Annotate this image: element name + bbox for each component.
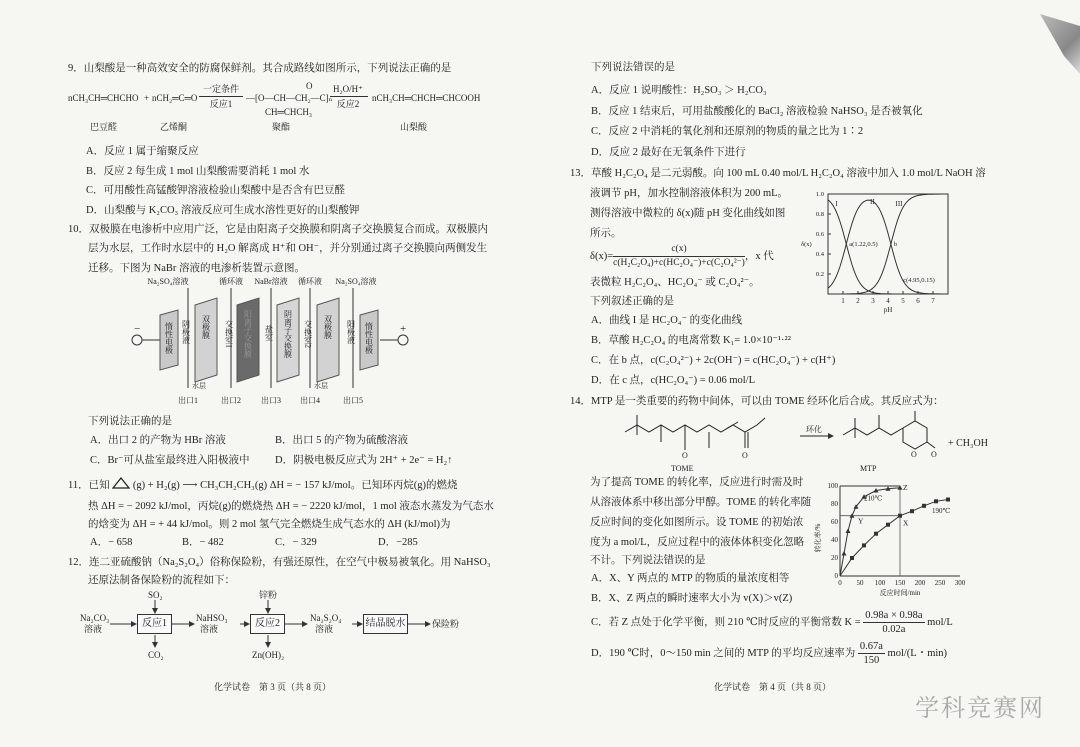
q14-text-1: 为了提高 TOME 的转化率，反应进行时需及时: [590, 477, 804, 488]
q14-option-d[interactable]: [591, 640, 947, 667]
formula-numerator: c(x): [613, 243, 745, 257]
chamber-exchange-1: 交换室1: [224, 320, 234, 348]
water-layer-2: 水层: [314, 382, 328, 390]
x-tick-label: 200: [914, 579, 926, 587]
annotation-point: b: [893, 241, 898, 248]
x-axis-label: pH: [883, 306, 893, 314]
x-tick-label: 0: [838, 579, 842, 587]
q14-option-d-denominator: 150: [863, 655, 880, 666]
data-point-triangle: [846, 529, 851, 534]
inlet-label-3: NaBr溶液: [254, 277, 288, 286]
data-point-square: [862, 543, 866, 547]
x-tick-label: 7: [931, 297, 935, 305]
series-label: I: [835, 200, 838, 208]
negative-terminal: −: [134, 323, 141, 335]
tome-skeleton: [625, 418, 765, 432]
reactant-ketene: nCH₂═C═O: [152, 93, 198, 103]
q9-option-c[interactable]: C．可用酸性高锰酸钾溶液检验山梨酸中是否含有巴豆醛: [86, 185, 346, 196]
x-tick-label: 3: [871, 297, 875, 305]
q11-option-d[interactable]: D．−285: [378, 537, 418, 548]
delta-formula: [590, 243, 774, 270]
q12-stem-1: 12．连二亚硫酸钠（Na₂S₂O₄）俗称保险粉，有强还原性，在空气中极易被氧化。用 NaHSO₃: [68, 557, 491, 568]
q12-option-a[interactable]: A．反应 1 说明酸性：H₂SO₃ ＞ H₂CO₃: [591, 85, 767, 96]
tome-mtp-scheme: [615, 410, 945, 476]
positive-terminal: +: [400, 323, 407, 335]
chamber-salt: 盐室: [264, 325, 274, 341]
q14-text-3: 反应时间的变化如图所示。设 TOME 的初始浓: [590, 517, 804, 528]
bipolar-membrane-1: [195, 298, 217, 382]
ph-distribution-chart: [800, 186, 970, 321]
y-tick-label: 100: [827, 482, 838, 490]
watermark: 学科竞赛网: [915, 694, 1045, 722]
x-tick-label: 5: [901, 297, 905, 305]
q10-option-c[interactable]: C．Br⁻可从盐室最终进入阳极液中: [90, 455, 250, 466]
q11-stem-pre: 11．已知: [68, 480, 110, 491]
series-label-210: 210℃: [864, 494, 883, 503]
q12-option-c[interactable]: C．反应 2 中消耗的氧化剂和还原剂的物质的量之比为 1∶2: [591, 126, 864, 137]
q9-option-d[interactable]: D．山梨酸与 K₂CO₃ 溶液反应可生成水溶性更好的山梨酸钾: [86, 205, 360, 216]
chamber-anode-liquid: 阳极液: [346, 320, 356, 344]
q10-option-d[interactable]: D．阴极电极反应式为 2H⁺ + 2e⁻ = H₂↑: [275, 455, 453, 466]
carbonyl-o: O: [306, 81, 313, 91]
chamber-exchange-2: 交换室2: [303, 320, 313, 348]
data-point-square: [886, 523, 890, 527]
panel-label-bipolar-1: 双极膜: [201, 315, 211, 339]
q13-option-c[interactable]: C．在 b 点，c(C₂O₄²⁻) + 2c(OH⁻) = c(HC₂O₄⁻) + c(H⁺): [591, 355, 836, 366]
q13-species: 表微粒 H₂C₂O₄、HC₂O₄⁻ 或 C₂O₄²⁻。: [590, 277, 760, 288]
q10-stem-1: 10．双极膜在电渗析中应用广泛，它是由阳离子交换膜和阴离子交换膜复合而成。双极膜内: [68, 224, 488, 235]
q10-option-a[interactable]: A．出口 2 的产物为 HBr 溶液: [90, 435, 226, 446]
q14-option-d-numerator: 0.67a: [859, 641, 883, 652]
electrodialysis-diagram: [120, 270, 420, 420]
cyclopropane-icon: [112, 477, 130, 489]
q14-option-c-text: C．若 Z 点处于化学平衡，则 210 ℃时反应的平衡常数 K =: [591, 616, 861, 628]
y-axis-label: δ(x): [801, 241, 812, 248]
inlet-label-2: 循环液: [219, 277, 243, 286]
q14-text-4: 度为 a mol/L，反应过程中的液体体积变化忽略: [590, 537, 805, 548]
annotation-point-X: X: [903, 518, 909, 528]
q12-option-d[interactable]: D．反应 2 最好在无氧条件下进行: [591, 147, 746, 158]
water-layer-1: 水层: [192, 382, 206, 390]
condition-1-bottom: 反应1: [209, 99, 233, 109]
mtp-carbonyl-o: O: [931, 450, 937, 459]
panel-label-anion-membrane: 阴离子交换膜: [283, 310, 293, 358]
q13-stem-3: 测得溶液中微粒的 δ(x)随 pH 变化曲线如图: [590, 208, 786, 219]
annotation-point-Z: Z: [903, 482, 908, 492]
q14-option-d-unit: mol/(L・min): [887, 647, 948, 659]
data-point-square: [946, 498, 950, 502]
q12-stem-2: 还原法制备保险粉的流程如下：: [88, 575, 235, 586]
panel-label-cation-membrane: 阳离子交换膜: [243, 310, 253, 358]
flow-nahso3: NaHSO₃: [196, 613, 228, 623]
x-tick-label: 50: [856, 579, 864, 587]
data-point-triangle: [842, 551, 847, 556]
x-tick-label: 1: [841, 297, 845, 305]
x-tick-label: 4: [886, 297, 890, 305]
y-tick-label: 60: [831, 518, 838, 526]
flow-input-zinc: 锌粉: [259, 590, 278, 600]
panel-label-cathode: 惰性电极: [164, 322, 174, 354]
q14-text-5: 不计。下列说法错误的是: [590, 555, 706, 566]
q11-stem-2: 热 ΔH = − 2092 kJ/mol，丙烷(g)的燃烧热 ΔH = − 2220 kJ/mol，1 mol 液态水蒸发为气态水: [88, 501, 494, 512]
formula-lhs: δ(x)=: [590, 250, 614, 262]
x-tick-label: 100: [874, 579, 886, 587]
q11-stem-rest: (g) + H₂(g) ⟶ CH₃CH₂CH₃(g) ΔH = − 157 kJ/mol。已知环丙烷(g)的燃烧: [132, 480, 458, 491]
footer-page-4: 化学试卷 第 4 页（共 8 页）: [714, 682, 832, 692]
mtp-skeleton: [843, 428, 903, 435]
reactant-crotonaldehyde: nCH₃CH═CHCHO: [68, 93, 139, 103]
outlet-5: 出口5: [343, 396, 363, 405]
flow-input-so2: SO₂: [148, 590, 163, 600]
x-tick-label: 250: [934, 579, 946, 587]
y-tick-label: 0.6: [815, 231, 824, 238]
y-tick-label: 1.0: [815, 191, 824, 198]
q14-option-d-text: D．190 ℃时，0～150 min 之间的 MTP 的平均反应速率为: [591, 647, 856, 659]
flow-output-co2: CO₂: [148, 650, 164, 660]
q14-option-c-unit: mol/L: [927, 616, 953, 628]
annotation-point-Y: Y: [858, 516, 864, 526]
q13-option-b[interactable]: B．草酸 H₂C₂O₄ 的电离常数 K₁= 1.0×10⁻¹·²²: [591, 335, 791, 346]
data-point-square: [922, 504, 926, 508]
q14-option-b[interactable]: B．X、Z 两点的瞬时速率大小为 v(X)＞v(Z): [591, 593, 793, 604]
y-tick-label: 0.2: [815, 271, 824, 278]
formula-denominator: c(H₂C₂O₄)+c(HC₂O₄⁻)+c(C₂O₄²⁻): [613, 258, 745, 268]
cyclization-condition: 环化: [806, 425, 822, 434]
name-crotonaldehyde: 巴豆醛: [90, 122, 118, 132]
formula-tail: ，x 代: [744, 250, 774, 262]
panel-label-anode: 惰性电极: [364, 322, 374, 354]
tome-ester-o: O: [742, 451, 748, 460]
x-tick-label: 6: [916, 297, 920, 305]
polyester-side-chain: CH═CHCH₃: [265, 107, 313, 117]
inlet-label-4: 循环液: [298, 277, 322, 286]
q14-option-a[interactable]: A．X、Y 两点的 MTP 的物质的量浓度相等: [591, 573, 790, 584]
outlet-3: 出口3: [261, 396, 281, 405]
condition-2-top: H₂O/H⁺: [333, 84, 363, 94]
flow-na2s2o4: Na₂S₂O₄: [310, 613, 342, 623]
q11-option-a[interactable]: A．− 658: [90, 537, 133, 548]
y-tick-label: 0.4: [815, 251, 824, 258]
q10-stem-2: 层为水层，工作时水层中的 H₂O 解离成 H⁺和 OH⁻，并分别通过离子交换膜向两侧发生: [88, 243, 488, 254]
outlet-4: 出口4: [300, 396, 320, 405]
x-tick-label: 2: [856, 297, 860, 305]
inlet-label-1: Na₂SO₄溶液: [147, 277, 189, 286]
q13-stem-1: 13．草酸 H₂C₂O₄ 是二元弱酸。向 100 mL 0.40 mol/L H₂C₂O₄ 溶液中加入 1.0 mol/L NaOH 溶: [570, 168, 986, 179]
q13-option-a[interactable]: A．曲线 I 是 HC₂O₄⁻ 的变化曲线: [591, 315, 743, 326]
polyester-formula: —[O—CH—CH₂—C]ₙ: [246, 93, 333, 103]
flow-na2s2o4-sub: 溶液: [315, 624, 334, 634]
y-tick-label: 40: [831, 536, 838, 544]
flow-step-crystallize: 结晶脱水: [363, 614, 408, 634]
q14-option-c[interactable]: [591, 609, 953, 636]
q13-stem-2: 液调节 pH，加水控制溶液体积为 200 mL。: [590, 188, 789, 199]
q13-prompt: 下列叙述正确的是: [590, 296, 674, 307]
q10-stem-3: 迁移。下图为 NaBr 溶液的电渗析装置示意图。: [88, 263, 305, 274]
methanol-byproduct: + CH₃OH: [948, 438, 988, 449]
footer-page-3: 化学试卷 第 3 页（共 8 页）: [214, 682, 332, 692]
q9-option-b[interactable]: B．反应 2 每生成 1 mol 山梨酸需要消耗 1 mol 水: [86, 166, 310, 177]
x-tick-label: 300: [954, 579, 966, 587]
flow-step-reaction-1: 反应1: [137, 614, 172, 634]
q11-option-c[interactable]: C．− 329: [275, 537, 317, 548]
y-tick-label: 0: [834, 572, 838, 580]
x-axis-label: 反应时间/min: [879, 589, 921, 597]
y-tick-label: 20: [831, 554, 838, 562]
flow-output-zn-oh2: Zn(OH)₂: [252, 650, 285, 660]
annotation-point: c(4.95,0.15): [903, 277, 935, 284]
tome-label: TOME: [671, 464, 694, 473]
outlet-2: 出口2: [221, 396, 241, 405]
inlet-label-5: Na₂SO₄溶液: [335, 277, 377, 286]
name-polyester: 聚酯: [272, 122, 291, 132]
y-axis-label: 转化率/%: [814, 523, 822, 553]
flow-start-sub: 溶液: [84, 624, 103, 634]
data-point-square: [850, 556, 854, 560]
tome-ketone-o: O: [682, 451, 688, 460]
q13-stem-4: 所示。: [590, 228, 622, 239]
q10-option-b[interactable]: B．出口 5 的产物为硫酸溶液: [275, 435, 409, 446]
q12-prompt: 下列说法错误的是: [591, 62, 675, 73]
q14-text-2: 从溶液体系中移出部分甲醇。TOME 的转化率随: [590, 497, 812, 508]
chamber-cathode-liquid: 阴极液: [181, 320, 191, 344]
series-label: III: [895, 200, 903, 208]
product-sorbic-acid: nCH₃CH═CHCH═CHCOOH: [372, 93, 481, 103]
flow-nahso3-sub: 溶液: [200, 624, 219, 634]
mtp-label: MTP: [860, 464, 877, 473]
q9-stem: 9．山梨酸是一种高效安全的防腐保鲜剂。其合成路线如图所示，下列说法正确的是: [68, 63, 452, 74]
flow-end-product: 保险粉: [432, 619, 460, 629]
q11-stem-1: [68, 477, 457, 493]
plus-sign: +: [144, 93, 150, 103]
data-point-square: [910, 509, 914, 513]
q14-option-c-denominator: 0.02a: [882, 624, 906, 635]
q11-option-b[interactable]: B．− 482: [182, 537, 224, 548]
flow-arrows: [110, 598, 440, 650]
q10-prompt: 下列说法正确的是: [88, 416, 172, 427]
condition-1-top: 一定条件: [202, 84, 239, 94]
flow-step-reaction-2: 反应2: [250, 614, 285, 634]
condition-2-bottom: 反应2: [336, 99, 360, 109]
data-point-square: [874, 532, 878, 536]
y-tick-label: 80: [831, 500, 838, 508]
q9-option-a[interactable]: A．反应 1 属于缩聚反应: [86, 146, 199, 157]
name-sorbic-acid: 山梨酸: [400, 122, 428, 132]
series-label-190: 190℃: [932, 507, 951, 515]
q11-stem-3: 的焓变为 ΔH = + 44 kJ/mol。则 2 mol 氢气完全燃烧生成气态水的 ΔH (kJ/mol)为: [88, 519, 451, 530]
page-corner-fold: [1040, 14, 1080, 74]
data-point-square: [898, 514, 902, 518]
flow-start: Na₂CO₃: [80, 613, 110, 623]
outlet-1: 出口1: [178, 396, 198, 405]
mtp-ring-o: O: [911, 450, 917, 459]
series-label: II: [870, 198, 875, 206]
q14-stem: 14．MTP 是一类重要的药物中间体，可以由 TOME 经环化后合成。其反应式为：: [570, 396, 944, 407]
panel-label-bipolar-2: 双极膜: [323, 315, 333, 339]
annotation-point: a(1.22,0.5): [849, 241, 878, 248]
bipolar-membrane-2: [317, 298, 339, 382]
q13-option-d[interactable]: D．在 c 点，c(HC₂O₄⁻) = 0.06 mol/L: [591, 375, 756, 386]
conversion-chart: [812, 480, 982, 598]
q12-option-b[interactable]: B．反应 1 结束后，可用盐酸酸化的 BaCl₂ 溶液检验 NaHSO₃ 是否被氧化: [591, 106, 923, 117]
name-ketene: 乙烯酮: [160, 122, 188, 132]
x-tick-label: 150: [894, 579, 906, 587]
q14-option-c-numerator: 0.98a × 0.98a: [865, 610, 923, 621]
data-point-square: [934, 499, 938, 503]
y-tick-label: 0.8: [815, 211, 824, 218]
